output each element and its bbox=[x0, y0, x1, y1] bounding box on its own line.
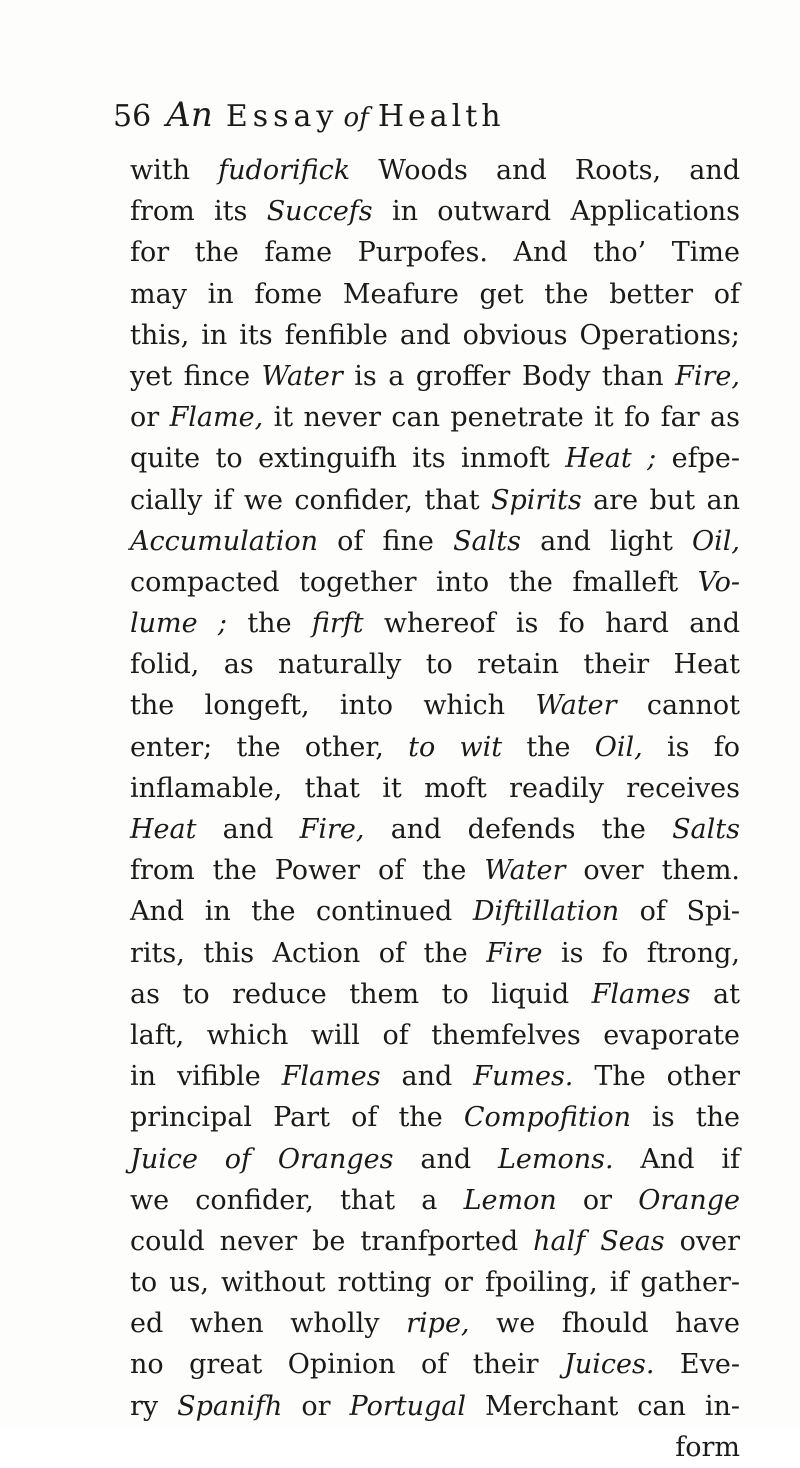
text-line bbox=[130, 1427, 740, 1468]
text-line bbox=[130, 685, 740, 726]
text-run: it never can penetrate it fo far as bbox=[263, 402, 740, 434]
italic-phrase: Salts bbox=[453, 525, 521, 557]
text-run: the longeft, into which bbox=[130, 690, 536, 722]
text-line bbox=[130, 727, 740, 768]
text-line bbox=[130, 933, 740, 974]
text-run: The other bbox=[573, 1061, 741, 1093]
italic-phrase: Lemon bbox=[463, 1184, 557, 1216]
text-run: compacted together into the fmalleft bbox=[130, 566, 698, 598]
italic-phrase: Spirits bbox=[491, 484, 582, 516]
text-line bbox=[130, 315, 740, 356]
italic-phrase: Water bbox=[484, 855, 566, 887]
text-run: yet fince bbox=[130, 360, 262, 392]
text-run: in outward Applications bbox=[372, 196, 740, 228]
italic-phrase: Fumes. bbox=[473, 1061, 574, 1093]
text-line bbox=[130, 644, 740, 685]
text-run: laft, which will of themfelves evaporate bbox=[130, 1019, 740, 1051]
italic-phrase: Oil, bbox=[692, 525, 740, 557]
italic-phrase: Diftillation bbox=[472, 896, 620, 928]
text-line bbox=[130, 1344, 740, 1385]
text-run: rits, this Action of the bbox=[130, 937, 487, 969]
text-line bbox=[130, 480, 740, 521]
text-run: over them. bbox=[565, 855, 740, 887]
text-run: and bbox=[393, 1143, 498, 1175]
italic-phrase: Portugal bbox=[349, 1390, 466, 1422]
text-line bbox=[130, 1303, 740, 1344]
text-run: the bbox=[227, 608, 312, 640]
text-run: ry bbox=[130, 1390, 178, 1422]
text-run: as to reduce them to liquid bbox=[130, 978, 592, 1010]
text-run: for the fame Purpofes. And tho’ Time bbox=[130, 237, 740, 269]
text-run: to us, without rotting or fpoiling, if gather- bbox=[130, 1267, 740, 1299]
italic-phrase: Heat bbox=[130, 814, 197, 845]
text-run: we confider, that a bbox=[130, 1184, 464, 1216]
italic-phrase: half Seas bbox=[533, 1225, 665, 1257]
text-line bbox=[130, 562, 740, 603]
text-line bbox=[130, 438, 740, 479]
text-line bbox=[130, 397, 740, 438]
italic-phrase: Flames bbox=[281, 1061, 381, 1093]
text-line bbox=[130, 1180, 740, 1221]
italic-phrase: Orange bbox=[638, 1184, 741, 1216]
italic-phrase: Vo- bbox=[697, 566, 740, 598]
text-run: over bbox=[664, 1225, 740, 1257]
text-line bbox=[130, 150, 740, 191]
text-run: ed when wholly bbox=[130, 1308, 407, 1340]
text-run: no great Opinion of their bbox=[130, 1349, 565, 1381]
text-line bbox=[130, 768, 740, 809]
text-run: efpe- bbox=[656, 443, 740, 475]
text-run: could never be tranfported bbox=[130, 1225, 534, 1257]
page-number: 56 bbox=[113, 99, 152, 134]
italic-phrase: Succefs bbox=[266, 196, 373, 228]
text-line bbox=[130, 274, 740, 315]
italic-phrase: Fire, bbox=[299, 814, 365, 845]
italic-phrase: Compofition bbox=[463, 1102, 632, 1134]
italic-phrase: Juice of Oranges bbox=[130, 1143, 394, 1175]
text-run: of Spi- bbox=[619, 896, 740, 928]
text-line bbox=[130, 521, 740, 562]
text-run: from the Power of the bbox=[130, 855, 485, 887]
italic-phrase: Flames bbox=[591, 978, 691, 1010]
italic-phrase: lume ; bbox=[130, 608, 228, 640]
text-run: may in fome Meafure get the better of bbox=[130, 278, 740, 310]
text-line bbox=[130, 891, 740, 932]
text-line bbox=[130, 356, 740, 397]
italic-phrase: firft bbox=[311, 608, 364, 640]
italic-phrase: Lemons. bbox=[497, 1143, 614, 1175]
text-line bbox=[130, 1097, 740, 1138]
text-run: and defends the bbox=[364, 814, 673, 845]
header-word-an: An bbox=[166, 95, 213, 135]
header-word-of: of bbox=[343, 103, 369, 133]
text-run: And if bbox=[613, 1143, 741, 1175]
italic-phrase: Salts bbox=[672, 814, 740, 845]
text-run: principal Part of the bbox=[130, 1102, 464, 1134]
italic-phrase: Oil, bbox=[594, 731, 643, 763]
italic-phrase: Spanifh bbox=[177, 1390, 283, 1422]
text-run: is a groffer Body than bbox=[342, 360, 676, 392]
text-run: is fo ftrong, bbox=[542, 937, 740, 969]
text-run: is the bbox=[631, 1102, 740, 1134]
text-run: enter; the other, bbox=[130, 731, 409, 763]
text-line bbox=[130, 1386, 740, 1427]
text-run: Merchant can in- bbox=[466, 1390, 740, 1422]
text-line bbox=[130, 974, 740, 1015]
text-run: or bbox=[130, 402, 170, 434]
text-run: inflamable, that it moft readily receives bbox=[130, 772, 740, 804]
italic-phrase: ripe, bbox=[406, 1308, 470, 1340]
text-line bbox=[130, 850, 740, 891]
text-line bbox=[130, 232, 740, 273]
text-run: or bbox=[556, 1184, 639, 1216]
text-line bbox=[130, 1262, 740, 1303]
text-run: quite to extinguifh its inmoft bbox=[130, 443, 566, 475]
text-line bbox=[130, 809, 740, 850]
text-run: or bbox=[282, 1390, 350, 1422]
text-run: Eve- bbox=[654, 1349, 740, 1381]
text-run: of fine bbox=[318, 525, 454, 557]
text-run: cially if we confider, that bbox=[130, 484, 492, 516]
italic-phrase: Accumulation bbox=[130, 525, 318, 557]
text-run: in vifible bbox=[130, 1061, 282, 1093]
italic-phrase: Water bbox=[535, 690, 617, 722]
text-run: is fo bbox=[642, 731, 740, 763]
text-run: and bbox=[380, 1061, 474, 1093]
header-word-essay: Essay bbox=[225, 99, 339, 134]
text-run: And in the continued bbox=[130, 896, 473, 928]
text-run: form bbox=[675, 1431, 740, 1463]
running-header bbox=[113, 95, 743, 139]
italic-phrase: to wit bbox=[408, 731, 503, 763]
italic-phrase: Fire, bbox=[675, 360, 740, 392]
italic-phrase: fudorifick bbox=[218, 155, 351, 186]
italic-phrase: Heat ; bbox=[565, 443, 657, 475]
text-run: with bbox=[130, 155, 219, 186]
italic-phrase: Flame, bbox=[169, 402, 264, 434]
italic-phrase: Fire bbox=[486, 937, 543, 969]
text-run: and bbox=[196, 814, 300, 845]
text-run: whereof is fo hard and bbox=[363, 608, 740, 640]
text-line bbox=[130, 1056, 740, 1097]
text-line bbox=[130, 1015, 740, 1056]
italic-phrase: Juices. bbox=[564, 1349, 655, 1381]
text-line bbox=[130, 191, 740, 232]
text-run: folid, as naturally to retain their Heat bbox=[130, 649, 740, 681]
text-line bbox=[130, 1221, 740, 1262]
header-word-health: Health bbox=[377, 99, 505, 134]
text-run: the bbox=[502, 731, 595, 763]
text-run: from its bbox=[130, 196, 267, 228]
text-run: Woods and Roots, and bbox=[350, 155, 740, 186]
italic-phrase: Water bbox=[261, 360, 343, 392]
text-run: are but an bbox=[581, 484, 740, 516]
text-run: this, in its fenfible and obvious Operations; bbox=[130, 319, 740, 351]
body-text bbox=[130, 150, 740, 1468]
text-run: and light bbox=[521, 525, 692, 557]
text-line bbox=[130, 603, 740, 644]
text-run: at bbox=[690, 978, 740, 1010]
text-line bbox=[130, 1139, 740, 1180]
text-run: we fhould have bbox=[469, 1308, 740, 1340]
text-run: cannot bbox=[616, 690, 741, 722]
